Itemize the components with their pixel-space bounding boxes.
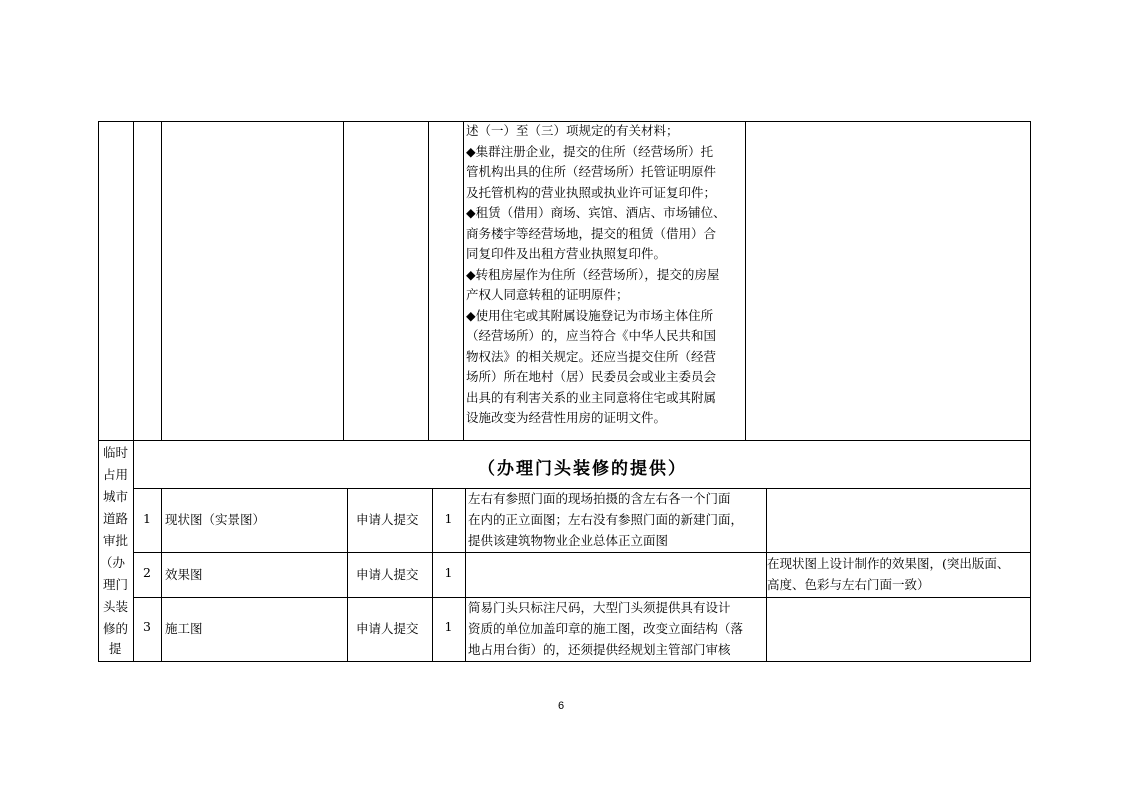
category-line: 道路 xyxy=(103,511,129,526)
material-copies: 1 xyxy=(444,619,453,634)
row-divider xyxy=(98,440,1031,441)
category-line: （办 xyxy=(100,555,126,570)
col-divider xyxy=(745,121,746,441)
category-line: 理门 xyxy=(103,577,129,592)
requirement-line: 产权人同意转租的证明原件； xyxy=(466,287,629,302)
requirement-line: ◆集群注册企业，提交的住所（经营场所）托 xyxy=(466,143,714,159)
requirement-line: 商务楼宇等经营场地，提交的租赁（借用）合 xyxy=(466,225,717,241)
material-name: 施工图 xyxy=(165,621,203,636)
requirement-line: 地占用台街）的，还须提供经规划主管部门审核 xyxy=(468,642,731,657)
material-name: 效果图 xyxy=(165,567,203,582)
col-divider xyxy=(343,121,344,441)
row-divider xyxy=(133,552,1031,553)
requirement-line: 物权法》的相关规定。还应当提交住所（经营 xyxy=(466,348,717,364)
table-border-right xyxy=(1030,121,1031,662)
row-number: 3 xyxy=(143,619,151,634)
page-number: 6 xyxy=(558,700,565,712)
col-divider xyxy=(161,488,162,662)
category-line: 头装 xyxy=(103,599,129,614)
category-line: 审批 xyxy=(103,533,129,548)
requirement-line: 在内的正立面图；左右没有参照门面的新建门面， xyxy=(468,512,744,527)
requirement-line: ◆使用住宅或其附属设施登记为市场主体住所 xyxy=(466,307,714,323)
material-source: 申请人提交 xyxy=(356,621,419,636)
requirement-line: 管机构出具的住所（经营场所）托管证明原件 xyxy=(466,164,717,179)
row-number: 1 xyxy=(143,511,151,526)
category-line: 提 xyxy=(109,641,122,656)
material-name: 现状图（实景图） xyxy=(165,512,266,527)
requirement-line: 及托管机构的营业执照或执业许可证复印件； xyxy=(466,184,717,200)
requirement-line: 出具的有利害关系的业主同意将住宅或其附属 xyxy=(466,389,717,405)
category-line: 临时 xyxy=(103,445,129,460)
col-divider xyxy=(161,121,162,441)
col-divider xyxy=(463,121,464,441)
requirement-line: 场所）所在地村（居）民委员会或业主委员会 xyxy=(466,369,717,384)
material-copies: 1 xyxy=(444,565,453,580)
requirement-line: 简易门头只标注尺码，大型门头须提供具有设计 xyxy=(468,600,731,615)
material-source: 申请人提交 xyxy=(356,512,419,527)
material-source: 申请人提交 xyxy=(356,567,419,582)
col-divider xyxy=(465,488,466,662)
category-line: 修的 xyxy=(103,621,129,636)
requirement-line: 同复印件及出租方营业执照复印件。 xyxy=(466,246,667,261)
col-divider xyxy=(347,488,348,662)
requirement-line: ◆转租房屋作为住所（经营场所），提交的房屋 xyxy=(466,266,720,282)
table-border-bottom xyxy=(98,661,1031,662)
requirement-line: ◆租赁（借用）商场、宾馆、酒店、市场铺位、 xyxy=(466,205,726,220)
table-border-left xyxy=(98,121,99,662)
requirement-line: 述（一）至（三）项规定的有关材料； xyxy=(466,123,679,138)
requirement-line: 设施改变为经营性用房的证明文件。 xyxy=(466,410,667,425)
requirement-line: 左右有参照门面的现场拍摄的含左右各一个门面 xyxy=(468,491,731,506)
remark-line: 高度、色彩与左右门面一致） xyxy=(767,577,930,592)
category-line: 城市 xyxy=(103,489,129,504)
material-copies: 1 xyxy=(444,511,453,526)
remark-line: 在现状图上设计制作的效果图，(突出版面、 xyxy=(767,556,1010,571)
requirement-line: 资质的单位加盖印章的施工图，改变立面结构（落 xyxy=(468,621,744,636)
requirement-line: （经营场所）的，应当符合《中华人民共和国 xyxy=(466,328,717,343)
requirement-line: 提供该建筑物物业企业总体正立面图 xyxy=(468,533,669,548)
col-divider xyxy=(428,121,429,441)
category-line: 占用 xyxy=(103,467,129,482)
row-number: 2 xyxy=(143,565,151,580)
col-divider xyxy=(133,121,134,662)
section-title: （办理门头装修的提供） xyxy=(478,459,687,479)
